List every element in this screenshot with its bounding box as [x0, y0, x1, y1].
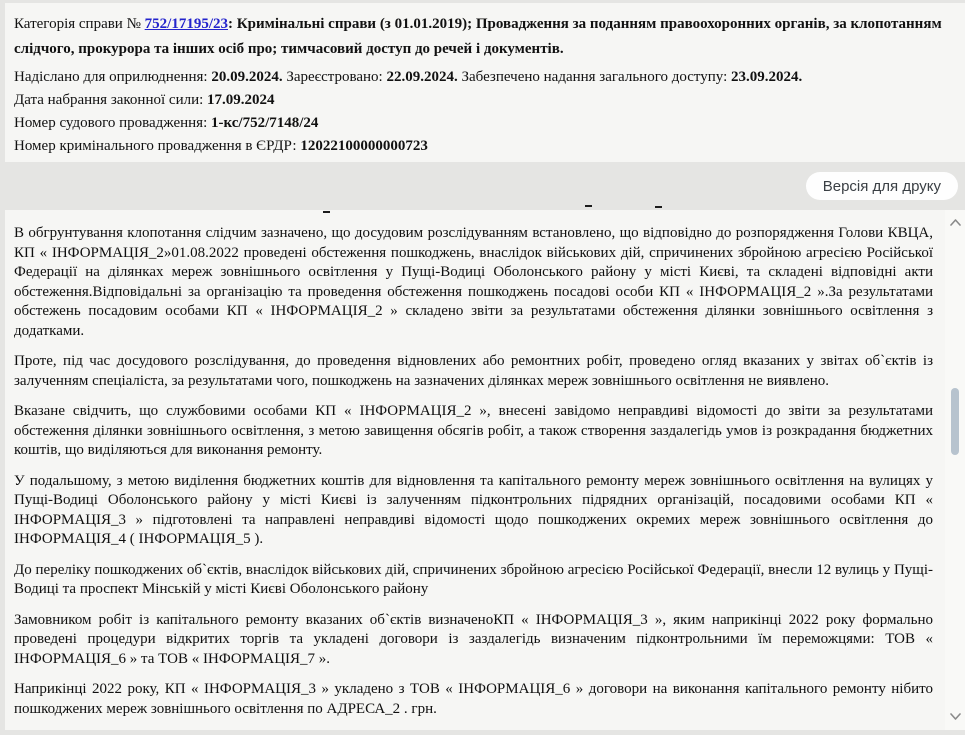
chevron-down-icon[interactable] — [945, 707, 965, 725]
decision-paragraph: Проте, під час досудового розслідування, до проведення відновлених або ремонтних робіт, проведено огляд вказаних у звітах об`єктів із залученням спеціаліста, за результатами чого, пошкоджень на зазначених ділянках мереж зовнішнього освітлення не виявлено. — [14, 353, 933, 389]
legal-force-date: 17.09.2024 — [207, 92, 275, 108]
case-category-line — [14, 12, 951, 62]
legal-force-label: Дата набрання законної сили: — [14, 92, 208, 108]
chevron-up-icon[interactable] — [945, 213, 965, 231]
court-proceeding-number: 1-кс/752/7148/24 — [211, 115, 319, 131]
cutoff-text-fragment — [585, 205, 592, 207]
decision-paragraph: Замовником робіт із капітального ремонту вказаних об`єктів визначеноКП « ІНФОРМАЦІЯ_3 », яким наприкінці 2022 року формально проведені процедури відкритих торгів та укладені договори із заздалегідь визначеним підконтрольними їм переможцями: ТОВ « ІНФОРМАЦІЯ_6 » та ТОВ « ІНФОРМАЦІЯ_7 ». — [14, 611, 933, 667]
decision-paragraph: До переліку пошкоджених об`єктів, внаслідок військових дій, спричинених збройною агресією Російської Федерації, внесли 12 вулиць у Пущі-Водиці та проспект Мінській у місті Києві Оболонського району — [14, 561, 933, 597]
case-metadata-panel — [5, 3, 965, 162]
decision-paragraph: Наприкінці 2022 року, КП « ІНФОРМАЦІЯ_3 » укладено з ТОВ « ІНФОРМАЦІЯ_6 » договори на виконання капітального ремонту нібито пошкоджених мереж зовнішнього освітлення по АДРЕСА_2 . грн. — [14, 681, 933, 717]
cutoff-text-fragment — [323, 211, 330, 213]
published-date: 20.09.2024. — [211, 69, 283, 85]
case-category-separator: : — [228, 16, 237, 32]
decision-paragraph: У подальшому, з метою виділення бюджетних коштів для відновлення та капітального ремонту мереж зовнішнього освітлення на вулицях у Пущі-Водиці Оболонського району у місті Києві із залученням підконтрольних підрядних організацій, посадовими особами КП « ІНФОРМАЦІЯ_3 » підготовлені та направлені неправдиві відомості щодо пошкоджених окремих мереж зовнішнього освітлення до ІНФОРМАЦІЯ_4 ( ІНФОРМАЦІЯ_5 ). — [14, 472, 933, 547]
erdr-number: 12022100000000723 — [300, 138, 428, 154]
publication-dates-line — [14, 66, 951, 89]
scrollbar-thumb[interactable] — [951, 388, 959, 455]
published-label: Надіслано для оприлюднення: — [14, 69, 212, 85]
access-date: 23.09.2024. — [731, 69, 803, 85]
decision-text-panel[interactable] — [5, 210, 965, 730]
print-version-button[interactable]: Версія для друку — [806, 172, 958, 200]
access-label: Забезпечено надання загального доступу: — [457, 69, 731, 85]
registered-label: Зареєстровано: — [282, 69, 387, 85]
court-proceeding-label: Номер судового провадження: — [14, 115, 211, 131]
case-number-link[interactable]: 752/17195/23 — [144, 16, 228, 32]
case-category-label: Категорія справи № — [14, 16, 145, 32]
erdr-line — [14, 135, 951, 158]
erdr-label: Номер кримінального провадження в ЄРДР: — [14, 138, 301, 154]
case-category-value: Кримінальні справи (з 01.01.2019); Провадження за поданням правоохоронних органів, за клопотанням слідчого, прокурора та інших осіб про; тимчасовий доступ до речей і документів. — [14, 16, 942, 57]
court-proceeding-line — [14, 112, 951, 135]
decision-paragraph: В обгрунтування клопотання слідчим зазначено, що досудовим розслідуванням встановлено, що відповідно до розпорядження Голови КВЦА, КП « ІНФОРМАЦІЯ_2»01.08.2022 проведені обстеження пошкоджень, внаслідок військових дій, спричинених збройною агресією Російської Федерації на ділянках мереж зовнішнього освітлення у Пущі-Водиці Оболонського району у місті Києві, та складені відповідні акти обстеження.Відповідальні за організацію та проведення обстеження пошкоджень посадові особи КП « ІНФОРМАЦІЯ_2 ».За результатами обстежень посадовим особами КП « ІНФОРМАЦІЯ_2 » складено звіти за результатами обстеження ділянки зовнішнього освітлення з додатками. — [14, 225, 933, 339]
decision-paragraph: Вказане свідчить, що службовими особами КП « ІНФОРМАЦІЯ_2 », внесені завідомо неправдиві відомості до звіти за результатами обстеження ділянки зовнішнього освітлення, з метою завищення обсягів робіт, а також створення заздалегідь умов із розкрадання бюджетних коштів, що виділяються для виконання ремонту. — [14, 403, 933, 458]
registered-date: 22.09.2024. — [386, 69, 458, 85]
legal-force-line — [14, 89, 951, 112]
vertical-scrollbar[interactable] — [945, 210, 965, 730]
cutoff-text-fragment — [655, 206, 662, 208]
